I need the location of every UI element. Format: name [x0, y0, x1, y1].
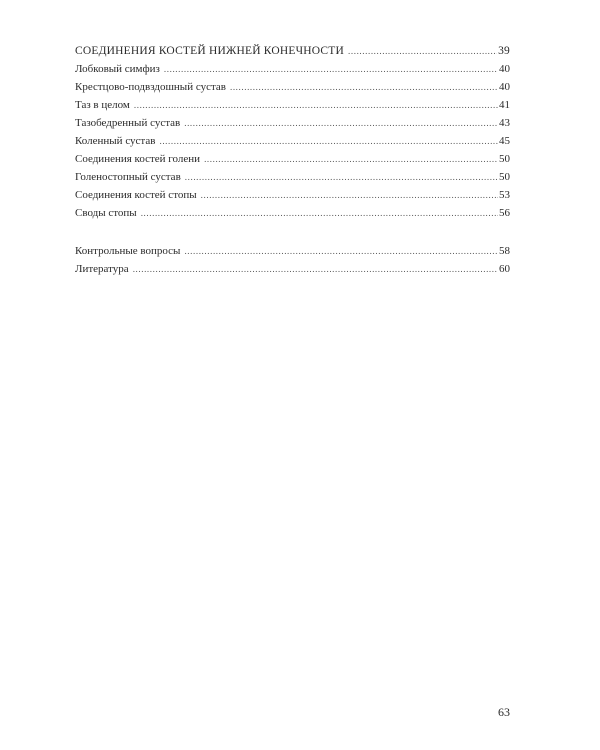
toc-leader — [184, 114, 498, 132]
toc-entry-title: Литература — [75, 263, 129, 275]
toc-section-heading — [75, 42, 510, 60]
table-of-contents — [75, 42, 510, 278]
toc-entry-page: 40 — [499, 63, 510, 75]
toc-entry-page: 58 — [499, 245, 510, 257]
toc-leader — [348, 42, 497, 60]
toc-entry-page: 40 — [499, 81, 510, 93]
toc-entry — [75, 96, 510, 114]
toc-section-title: СОЕДИНЕНИЯ КОСТЕЙ НИЖНЕЙ КОНЕЧНОСТИ — [75, 45, 345, 57]
toc-entry-page: 43 — [499, 117, 510, 129]
toc-leader — [185, 168, 498, 186]
toc-section-page: 39 — [498, 45, 510, 57]
toc-leader — [184, 242, 498, 260]
toc-entry — [75, 260, 510, 278]
toc-entry-title: Коленный сустав — [75, 135, 156, 147]
toc-entry — [75, 114, 510, 132]
toc-entry — [75, 168, 510, 186]
page-number: 63 — [498, 705, 510, 719]
toc-entry-title: Голеностопный сустав — [75, 171, 181, 183]
toc-entry — [75, 60, 510, 78]
toc-leader — [159, 132, 498, 150]
toc-entry-page: 53 — [499, 189, 510, 201]
toc-entry-title: Соединения костей стопы — [75, 189, 197, 201]
toc-leader — [204, 150, 498, 168]
toc-leader — [201, 186, 498, 204]
toc-entry — [75, 204, 510, 222]
toc-entry-page: 60 — [499, 263, 510, 275]
toc-spacer — [75, 222, 510, 242]
toc-entry-title: Таз в целом — [75, 99, 130, 111]
toc-entry-page: 41 — [499, 99, 510, 111]
toc-entry-title: Контрольные вопросы — [75, 245, 181, 257]
toc-leader — [133, 260, 498, 278]
toc-entry-page: 50 — [499, 171, 510, 183]
toc-entry-title: Крестцово-подвздошный сустав — [75, 81, 226, 93]
toc-entry — [75, 150, 510, 168]
toc-entry-title: Лобковый симфиз — [75, 63, 160, 75]
toc-leader — [141, 204, 498, 222]
toc-entry — [75, 78, 510, 96]
toc-entry — [75, 186, 510, 204]
toc-leader — [230, 78, 498, 96]
toc-leader — [134, 96, 498, 114]
toc-entry-page: 56 — [499, 207, 510, 219]
toc-leader — [164, 60, 498, 78]
toc-entry-page: 45 — [499, 135, 510, 147]
toc-entry-page: 50 — [499, 153, 510, 165]
toc-entry-title: Своды стопы — [75, 207, 137, 219]
toc-entry-title: Тазобедренный сустав — [75, 117, 181, 129]
toc-entry — [75, 242, 510, 260]
toc-entry — [75, 132, 510, 150]
toc-entry-title: Соединения костей голени — [75, 153, 201, 165]
